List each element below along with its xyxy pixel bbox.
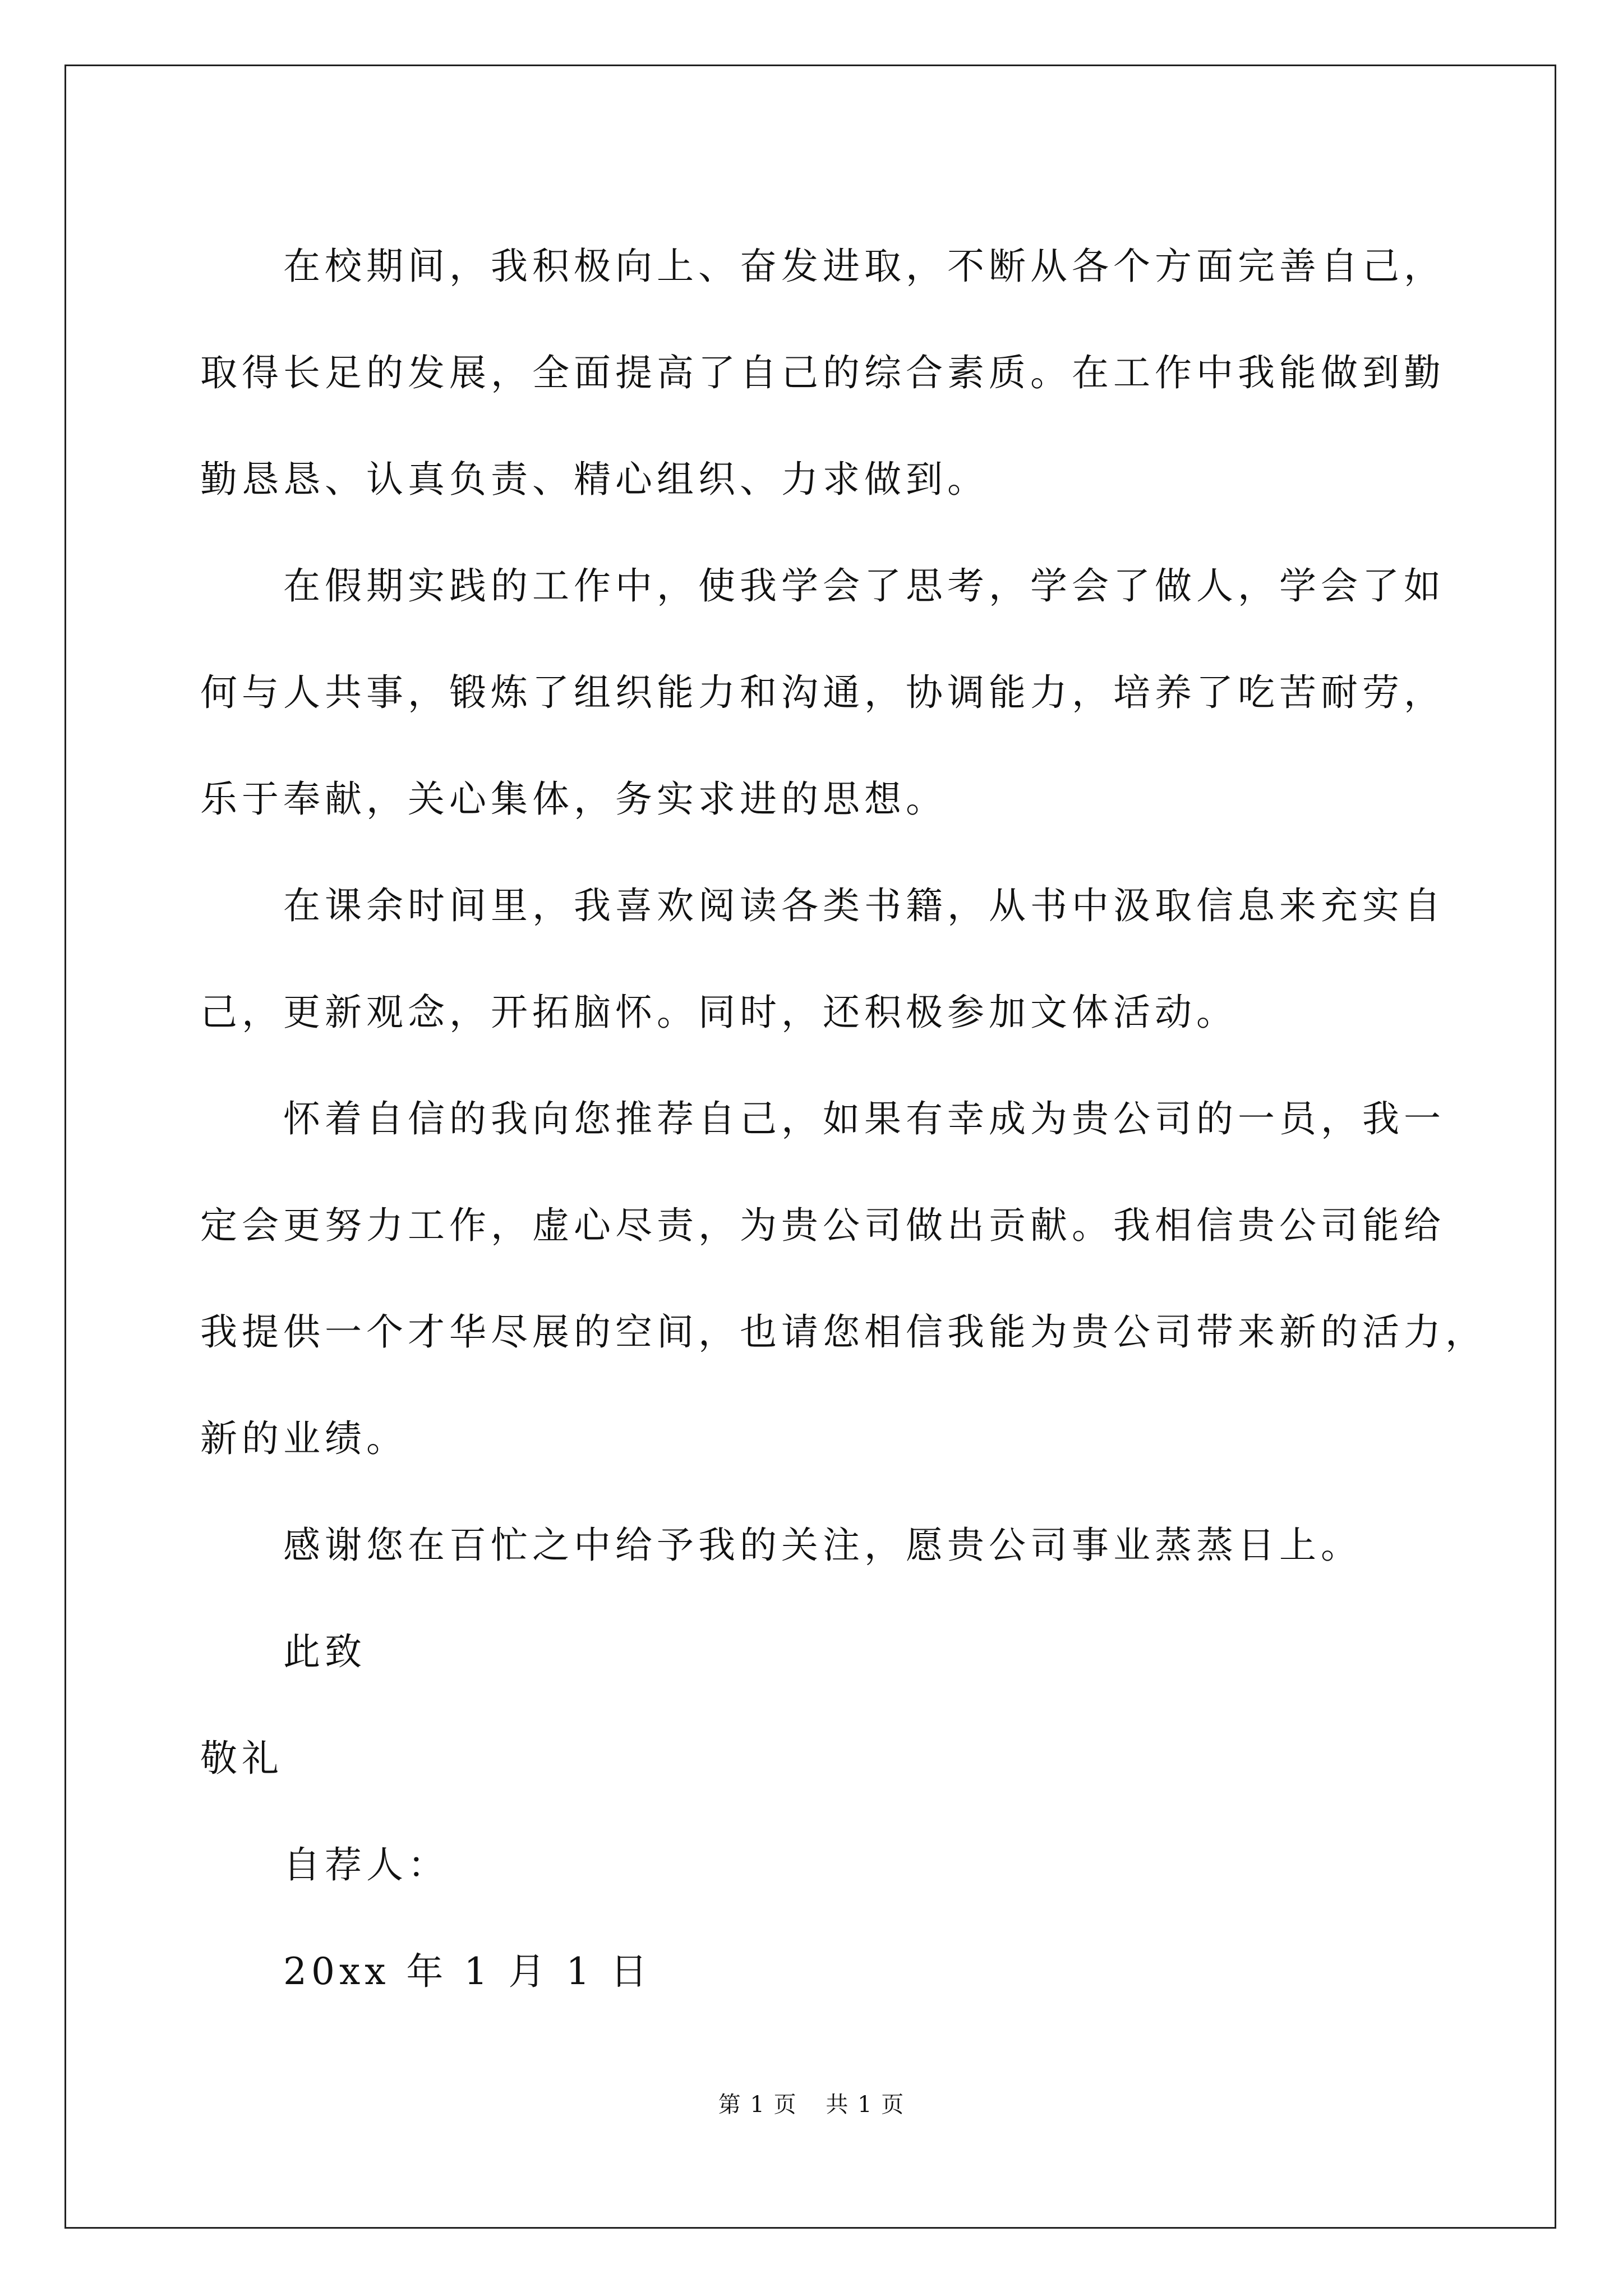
paragraph-line: 己，更新观念，开拓脑怀。同时，还积极参加文体活动。 [200, 991, 1238, 1034]
paragraph-line: 我提供一个才华尽展的空间，也请您相信我能为贵公司带来新的活力， [200, 1310, 1487, 1354]
paragraph-3 [200, 853, 1479, 1066]
closing: 此致 [283, 1630, 366, 1673]
page-footer [0, 2087, 1623, 2119]
paragraph-line: 感谢您在百忙之中给予我的关注，愿贵公司事业蒸蒸日上。 [283, 1524, 1362, 1567]
paragraph-line: 怀着自信的我向您推荐自己，如果有幸成为贵公司的一员，我一 [283, 1097, 1445, 1140]
paragraph-line: 何与人共事，锻炼了组织能力和沟通，协调能力，培养了吃苦耐劳， [200, 671, 1445, 714]
paragraph-5 [200, 1492, 1479, 1599]
paragraph-line: 在假期实践的工作中，使我学会了思考，学会了做人，学会了如 [283, 564, 1445, 608]
paragraph-line: 乐于奉献，关心集体，务实求进的思想。 [200, 777, 947, 821]
paragraph-2 [200, 533, 1479, 853]
paragraph-line: 在校期间，我积极向上、奋发进取，不断从各个方面完善自己， [283, 245, 1445, 288]
paragraph-line: 勤恳恳、认真负责、精心组织、力求做到。 [200, 458, 989, 501]
paragraph-line: 取得长足的发展，全面提高了自己的综合素质。在工作中我能做到勤 [200, 351, 1445, 394]
page-total: 共 1 页 [826, 2092, 905, 2118]
page-number: 第 1 页 [718, 2092, 797, 2118]
signature-label: 自荐人： [283, 1843, 449, 1887]
salutation: 敬礼 [200, 1737, 283, 1780]
letter-date: 20xx 年 1 月 1 日 [283, 1950, 652, 1993]
paragraph-line: 新的业绩。 [200, 1417, 408, 1460]
paragraph-line: 定会更努力工作，虚心尽责，为贵公司做出贡献。我相信贵公司能给 [200, 1204, 1445, 1247]
letter-body [200, 213, 1487, 2025]
paragraph-4 [200, 1066, 1487, 1492]
paragraph-1 [200, 213, 1479, 533]
paragraph-line: 在课余时间里，我喜欢阅读各类书籍，从书中汲取信息来充实自 [283, 884, 1445, 927]
